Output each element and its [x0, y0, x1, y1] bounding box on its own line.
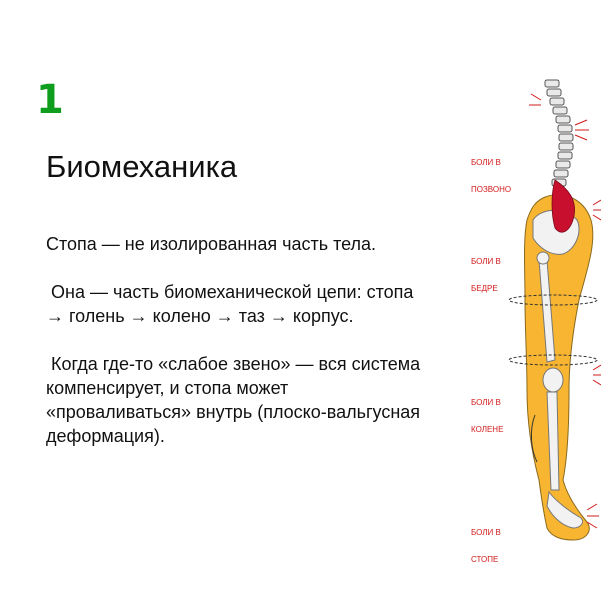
- pain-label-line: БОЛИ В: [471, 158, 501, 167]
- body-text: [46, 232, 426, 472]
- paragraph-3: Когда где-то «слабое звено» — вся система компенсирует, и стопа может «проваливаться» внутрь (плоско-вальгусная деформация).: [46, 354, 426, 446]
- paragraph-2: Она — часть биомеханической цепи: стопа → голень → колено → таз → корпус.: [46, 282, 419, 326]
- pain-label-line: БОЛИ В: [471, 257, 501, 266]
- muscle: [552, 180, 575, 232]
- pain-label-foot: [471, 510, 501, 582]
- pain-label-line: ПОЗВОНО: [471, 185, 512, 194]
- pain-label-line: БЕДРЕ: [471, 284, 498, 293]
- leg-anatomy-illustration: [455, 70, 601, 564]
- pain-label-spine: [471, 140, 511, 212]
- pain-label-line: БОЛИ В: [471, 528, 501, 537]
- pain-label-line: КОЛЕНЕ: [471, 425, 504, 434]
- slide-number: 1: [36, 77, 64, 123]
- pain-label-line: СТОПЕ: [471, 555, 499, 564]
- paragraph-1: Стопа — не изолированная часть тела.: [46, 234, 377, 254]
- pain-label-knee: [471, 380, 503, 452]
- page-title: Биомеханика: [46, 149, 238, 184]
- pain-label-line: БОЛИ В: [471, 398, 501, 407]
- spine: [545, 80, 573, 186]
- pain-label-hip: [471, 239, 501, 311]
